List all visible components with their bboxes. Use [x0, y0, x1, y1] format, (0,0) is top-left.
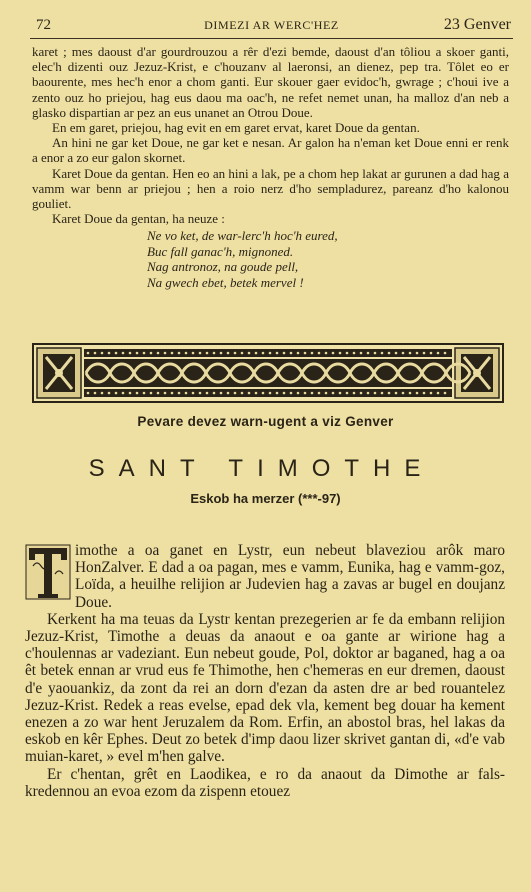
ornament-dot: [206, 392, 209, 395]
ornament-dot: [255, 392, 258, 395]
ornament-graphic: [34, 345, 502, 401]
ornament-dot: [360, 392, 363, 395]
ornament-dot: [353, 392, 356, 395]
paragraph: An hini ne gar ket Doue, ne gar ket e nesan. Ar galon ha n'eman ket Doue enni er renk a enor a zo eur galon skornet.: [32, 135, 509, 166]
ornament-dot: [430, 352, 433, 355]
ornament-dot: [402, 392, 405, 395]
ornament-dot: [269, 392, 272, 395]
paragraph: En em garet, priejou, hag evit en em garet ervat, karet Doue da gentan.: [52, 120, 420, 136]
ornament-dot: [297, 352, 300, 355]
ornament-dot: [108, 392, 111, 395]
ornament-dot: [122, 352, 125, 355]
paragraph: Kerkent ha ma teuas da Lystr kentan prezegerien ar fe da embann relijion Jezuz-Krist, Timothe a deuas da anaout e oa gante ar wirione hag a c'houlennas ar vadeziant. Eun nebeut goude, Pol, doktor ar baganed, hag a oa êt betek ennan ar vrud eus fe Thimothe, hen c'hemeras en eur dremen, daoust d'e yaouankiz, da zont da rei an dorn d'ezan da asten dre ar bed rouantelez Jezuz-Krist. Redek a reas evelse, epad dek vla, kement beg douar ha kement enezen a zo war hent Jeruzalem da Rom. Erfin, an abostol bras, hel lakas da eskob en kêr Ephes. Deut zo betek d'imp daou lizer skrivet gantan di, «d'e vab muian-karet, » evel m'hen galve.: [25, 610, 505, 766]
ornament-dot: [129, 392, 132, 395]
previous-section-text: [32, 44, 509, 290]
ornament-dot: [199, 352, 202, 355]
ornament-dot: [143, 352, 146, 355]
saint-title: SANT TIMOTHE: [88, 455, 435, 482]
ornament-dot: [346, 392, 349, 395]
ornament-dot: [262, 392, 265, 395]
ornament-dot: [255, 352, 258, 355]
ornament-dot: [444, 392, 447, 395]
verse-line: Ne vo ket, de war-lerc'h hoc'h eured,: [147, 228, 338, 244]
ornament-dot: [87, 352, 90, 355]
ornament-dot: [185, 352, 188, 355]
ornament-dot: [374, 392, 377, 395]
ornament-dot: [283, 352, 286, 355]
ornament-dot: [325, 392, 328, 395]
ornament-dot: [395, 352, 398, 355]
verse-line: Na gwech ebet, betek mervel !: [147, 274, 304, 290]
ornament-dot: [220, 352, 223, 355]
ornament-dot: [227, 352, 230, 355]
saint-biography: [25, 542, 505, 800]
ornament-dot: [430, 392, 433, 395]
ornament-dot: [136, 392, 139, 395]
ornament-dot: [381, 352, 384, 355]
ornament-dot: [206, 352, 209, 355]
running-title: DIMEZI AR WERC'HEZ: [204, 18, 339, 32]
ornament-dot: [332, 392, 335, 395]
ornament-dot: [311, 392, 314, 395]
ornament-dot: [94, 392, 97, 395]
ornament-dot: [164, 352, 167, 355]
ornament-dot: [87, 392, 90, 395]
ornament-dot: [192, 352, 195, 355]
ornament-dot: [318, 352, 321, 355]
ornament-dot: [304, 352, 307, 355]
ornament-dot: [395, 392, 398, 395]
ornament-dot: [297, 392, 300, 395]
ornament-dot: [374, 352, 377, 355]
ornament-dot: [157, 392, 160, 395]
running-header: [30, 12, 513, 39]
ornament-dot: [241, 392, 244, 395]
ornament-dot: [311, 352, 314, 355]
ornament-dot: [290, 352, 293, 355]
ornament-dot: [101, 392, 104, 395]
ornament-dot: [409, 392, 412, 395]
ornament-dot: [325, 352, 328, 355]
ornament-dot: [283, 392, 286, 395]
saint-subtitle: Eskob ha merzer (***-97): [190, 491, 341, 506]
paragraph: Karet Doue da gentan, ha neuze :: [52, 211, 225, 227]
ornament-dot: [192, 392, 195, 395]
ornament-dot: [108, 352, 111, 355]
ornament-dot: [276, 392, 279, 395]
ornament-dot: [213, 352, 216, 355]
paragraph: Karet Doue da gentan. Hen eo an hini a lak, pe a chom hep lakat ar gurunen a dad hag a vamm war benn ar priejou ; hen a roio nerz d'ho sempladurez, pareanz d'ho kalonou gouliet.: [32, 165, 509, 212]
corner-tile-left: [37, 348, 81, 398]
ornament-dot: [388, 352, 391, 355]
ornament-dot: [290, 392, 293, 395]
ornament-dot: [332, 352, 335, 355]
ornament-dot: [150, 352, 153, 355]
verse-block: [147, 228, 509, 290]
ornament-dot: [339, 392, 342, 395]
ornament-dot: [276, 352, 279, 355]
header-date: 23 Genver: [443, 16, 511, 33]
ornament-dot: [262, 352, 265, 355]
ornament-dot: [444, 352, 447, 355]
ornament-dot: [388, 392, 391, 395]
ornament-dot: [248, 352, 251, 355]
ornament-dot: [115, 352, 118, 355]
ornament-dot: [94, 352, 97, 355]
ornament-dot: [143, 392, 146, 395]
ornament-dot: [241, 352, 244, 355]
ornament-dot: [360, 352, 363, 355]
ornament-dot: [213, 392, 216, 395]
ornament-dot: [423, 392, 426, 395]
ornament-dot: [416, 352, 419, 355]
verse-line: Nag antronoz, na goude pell,: [147, 259, 299, 275]
ornament-dot: [416, 392, 419, 395]
ornament-dot: [423, 352, 426, 355]
ornament-dot: [101, 352, 104, 355]
paragraph: Er c'hentan, grêt en Laodikea, e ro da anaout da Dimothe ar fals-kredennou an evoa ezom da zispenn etouez: [25, 765, 505, 800]
paragraph-text: imothe a oa ganet en Lystr, eun nebeut blaveziou arôk maro HonZalver. E dad a oa pagan, mes e vamm, Eunika, hag e vamm-goz, Loïda, a heuilhe relijion ar Judevien hag a zavas ar bugel en doujanz Doue.: [75, 542, 505, 611]
ornament-dot: [269, 352, 272, 355]
ornament-dot: [178, 352, 181, 355]
ornament-dot: [199, 392, 202, 395]
ornament-dot: [150, 392, 153, 395]
ornament-dot: [136, 352, 139, 355]
ornament-dot: [339, 352, 342, 355]
ornament-dot: [248, 392, 251, 395]
paragraph: karet ; mes daoust d'ar gourdrouzou a rêr d'ezi bemde, daoust d'an tôliou a skoer ganti, elec'h dizenti ouz Jezuz-Krist, e c'houzanv al laeronsi, an dienez, pep tra. Tôlet eo er baourente, mes hec'h enor a chom ganti. Eur skouer gaer evidoc'h, gwrage ; c'houi ive a zento ouz ho priejou, hag eus daou ma oac'h, ne refet nemet unan, ha malloz d'an neb a glasko dispartian ar pez an eus unanet an Otrou Doue.: [32, 44, 509, 120]
ornament-dot: [304, 392, 307, 395]
ornament-dot: [367, 352, 370, 355]
paragraph: [25, 542, 505, 611]
ornament-dot: [367, 392, 370, 395]
ornament-dot: [234, 352, 237, 355]
day-heading: Pevare devez warn-ugent a viz Genver: [137, 414, 394, 429]
celtic-knot-ornament: [32, 343, 504, 403]
page-number: 72: [36, 17, 51, 33]
ornament-dot: [346, 352, 349, 355]
ornament-dot: [220, 392, 223, 395]
ornament-dot: [185, 392, 188, 395]
corner-tile-right: [455, 348, 499, 398]
ornament-dot: [129, 352, 132, 355]
ornament-dot: [171, 392, 174, 395]
ornament-dot: [381, 392, 384, 395]
ornament-dot: [234, 392, 237, 395]
ornament-dot: [353, 352, 356, 355]
ornament-dot: [122, 392, 125, 395]
ornament-dot: [437, 352, 440, 355]
ornament-dot: [164, 392, 167, 395]
ornament-dot: [437, 392, 440, 395]
ornament-dot: [157, 352, 160, 355]
verse-line: Buc fall ganac'h, mignoned.: [147, 243, 294, 259]
ornament-dot: [402, 352, 405, 355]
ornament-dot: [227, 392, 230, 395]
ornament-dot: [171, 352, 174, 355]
ornament-dot: [178, 392, 181, 395]
ornament-dot: [318, 392, 321, 395]
dropcap-t-icon: [25, 544, 71, 600]
ornament-dot: [115, 392, 118, 395]
ornament-dot: [409, 352, 412, 355]
